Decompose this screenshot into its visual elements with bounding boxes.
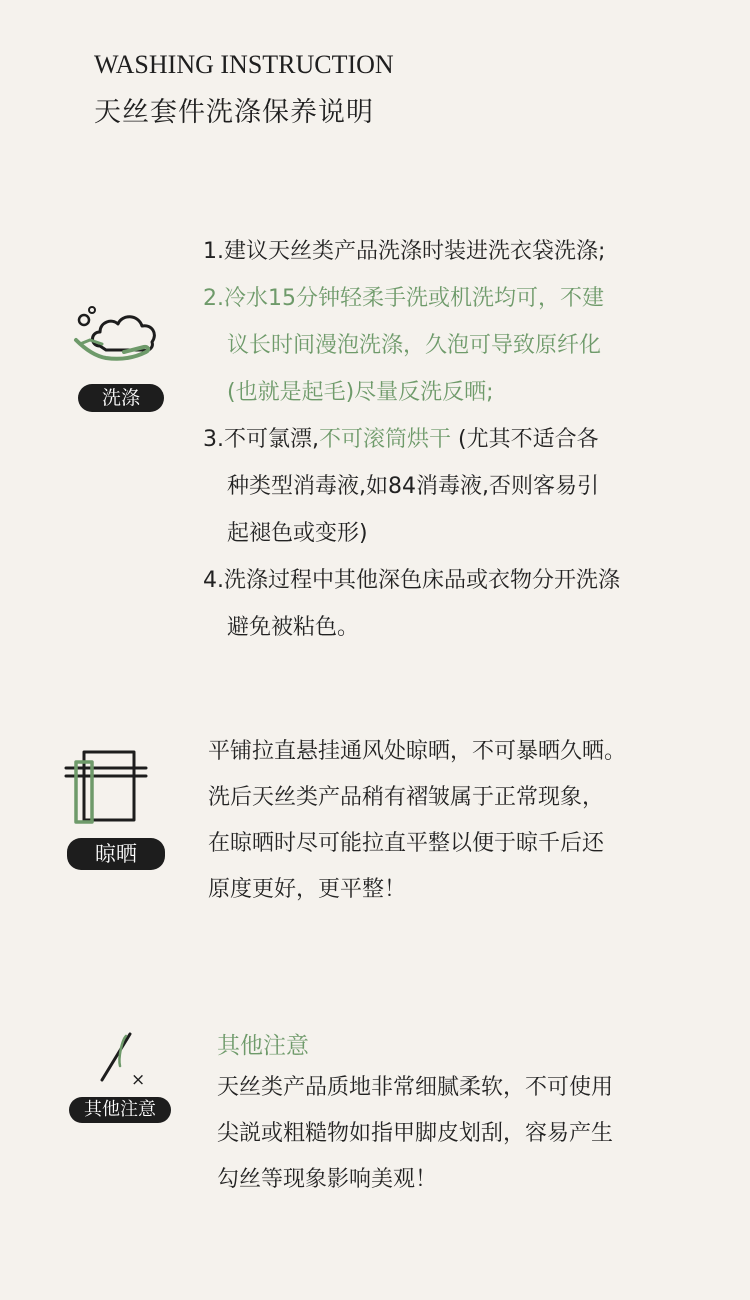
wash-line-4: (也就是起毛)尽量反洗反晒; <box>227 380 494 405</box>
notes-line-2: 尖説或粗糙物如指甲脚皮划刮，容易产生 <box>217 1121 614 1146</box>
wash-line-5a: 3.不可氯漂, <box>203 427 319 452</box>
notes-text <box>217 1071 727 1197</box>
dry-instructions <box>208 735 728 907</box>
needle-icon <box>96 1028 136 1084</box>
dry-line-4: 原度更好，更平整！ <box>208 877 407 902</box>
hand-foam-icon <box>72 300 164 370</box>
notes-line-1: 天丝类产品质地非常细腻柔软，不可使用 <box>217 1075 614 1100</box>
wash-line-8: 4.洗涤过程中其他深色床品或衣物分开洗涤 <box>203 568 620 593</box>
notes-line-3: 勾丝等现象影响美观！ <box>217 1167 438 1192</box>
wash-line-1: 1.建议天丝类产品洗涤时装进洗衣袋洗涤; <box>203 239 606 264</box>
dry-line-1: 平铺拉直悬挂通风处晾晒，不可暴晒久晒。 <box>208 739 627 764</box>
dry-line-2: 洗后天丝类产品稍有褶皱属于正常现象， <box>208 785 605 810</box>
wash-line-5 <box>203 423 703 457</box>
title-english: WASHING INSTRUCTION <box>94 50 394 79</box>
cross-icon: × <box>131 1070 146 1090</box>
dry-line-3: 在晾晒时尽可能拉直平整以便于晾千后还 <box>208 831 605 856</box>
wash-instructions <box>203 235 703 645</box>
title-chinese: 天丝套件洗涤保养说明 <box>94 97 374 128</box>
wash-line-7: 起褪色或变形) <box>227 521 368 546</box>
notes-heading: 其他注意 <box>217 1033 309 1059</box>
hanging-towel-icon <box>64 748 148 830</box>
wash-line-2: 2.冷水15分钟轻柔手洗或机洗均可，不建 <box>203 286 604 311</box>
wash-line-6: 种类型消毒液,如84消毒液,否则客易引 <box>227 474 599 499</box>
wash-line-3: 议长时间漫泡洗涤，久泡可导致原纤化 <box>227 333 602 358</box>
wash-line-9: 避免被粘色。 <box>227 615 360 640</box>
notes-badge: 其他注意 <box>69 1097 171 1123</box>
wash-badge: 洗涤 <box>78 384 164 412</box>
dry-badge: 晾晒 <box>67 838 165 870</box>
wash-line-5c: (尤其不适合各 <box>451 427 599 452</box>
wash-line-5b: 不可滚筒烘干 <box>318 427 451 452</box>
